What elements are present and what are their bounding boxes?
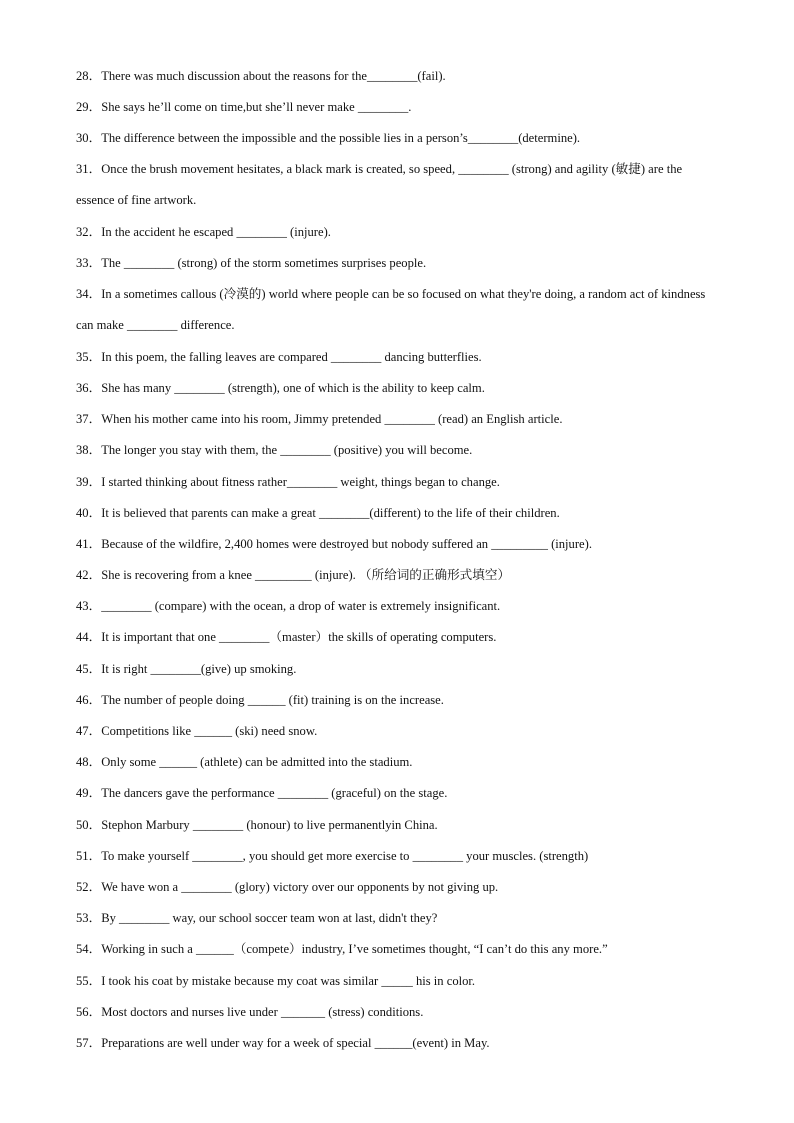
question-33 bbox=[76, 253, 716, 273]
question-number: 30． bbox=[76, 131, 102, 146]
question-32 bbox=[76, 222, 716, 242]
question-43 bbox=[76, 596, 716, 616]
question-number: 51． bbox=[76, 848, 102, 863]
question-51 bbox=[76, 846, 716, 866]
question-number: 31． bbox=[76, 161, 102, 176]
question-46 bbox=[76, 690, 716, 710]
question-number: 35． bbox=[76, 349, 102, 364]
question-text: To make yourself ________, you should get more exercise to ________ your muscles. (strength) bbox=[101, 848, 589, 863]
question-28 bbox=[76, 66, 716, 86]
question-text: Working in such a ______（compete）industry, I’ve sometimes thought, “I can’t do this any more.” bbox=[101, 942, 608, 957]
question-number: 42． bbox=[76, 568, 102, 583]
question-47 bbox=[76, 721, 716, 741]
question-number: 54． bbox=[76, 942, 102, 957]
question-54 bbox=[76, 939, 716, 959]
question-text: The number of people doing ______ (fit) training is on the increase. bbox=[101, 692, 444, 707]
question-44 bbox=[76, 627, 716, 647]
question-number: 32． bbox=[76, 224, 102, 239]
question-number: 48． bbox=[76, 755, 102, 770]
question-number: 55． bbox=[76, 973, 102, 988]
question-number: 52． bbox=[76, 879, 102, 894]
question-text: ________ (compare) with the ocean, a drop of water is extremely insignificant. bbox=[101, 599, 501, 614]
question-text: The difference between the impossible and the possible lies in a person’s________(determine). bbox=[101, 131, 581, 146]
question-text: It is right ________(give) up smoking. bbox=[101, 661, 297, 676]
question-text: I started thinking about fitness rather________ weight, things began to change. bbox=[101, 474, 500, 489]
question-38 bbox=[76, 440, 716, 460]
question-29 bbox=[76, 97, 716, 117]
question-text: In a sometimes callous (冷漠的) world where people can be so focused on what they're doing, a random act of kindness can make ________ difference. bbox=[76, 286, 706, 332]
question-45 bbox=[76, 659, 716, 679]
question-number: 49． bbox=[76, 786, 102, 801]
question-text: The dancers gave the performance ________ (graceful) on the stage. bbox=[101, 786, 448, 801]
question-text: Stephon Marbury ________ (honour) to live permanentlyin China. bbox=[101, 817, 438, 832]
question-42 bbox=[76, 565, 716, 585]
question-text: When his mother came into his room, Jimmy pretended ________ (read) an English article. bbox=[101, 412, 563, 427]
question-number: 57． bbox=[76, 1035, 102, 1050]
question-number: 36． bbox=[76, 380, 102, 395]
question-number: 40． bbox=[76, 505, 102, 520]
question-text: In this poem, the falling leaves are compared ________ dancing butterflies. bbox=[101, 349, 482, 364]
question-40 bbox=[76, 503, 716, 523]
question-text: Competitions like ______ (ski) need snow. bbox=[101, 724, 318, 738]
question-number: 37． bbox=[76, 412, 102, 427]
question-39 bbox=[76, 472, 716, 492]
question-text: It is believed that parents can make a great ________(different) to the life of their children. bbox=[101, 505, 560, 520]
question-text: Only some ______ (athlete) can be admitted into the stadium. bbox=[101, 755, 413, 770]
question-text: I took his coat by mistake because my coat was similar _____ his in color. bbox=[101, 973, 476, 988]
question-number: 47． bbox=[76, 724, 102, 738]
question-number: 33． bbox=[76, 256, 102, 271]
question-57 bbox=[76, 1033, 716, 1053]
question-text: She is recovering from a knee _________ (injure). （所给词的正确形式填空） bbox=[101, 568, 511, 583]
question-37 bbox=[76, 409, 716, 429]
question-30 bbox=[76, 128, 716, 148]
question-31 bbox=[76, 154, 716, 216]
question-number: 45． bbox=[76, 661, 102, 676]
question-text: Preparations are well under way for a week of special ______(event) in May. bbox=[101, 1035, 490, 1050]
question-50 bbox=[76, 815, 716, 835]
question-text: The ________ (strong) of the storm sometimes surprises people. bbox=[101, 256, 427, 271]
question-text: Most doctors and nurses live under _______ (stress) conditions. bbox=[101, 1004, 424, 1019]
question-52 bbox=[76, 877, 716, 897]
question-53 bbox=[76, 908, 716, 928]
question-text: Because of the wildfire, 2,400 homes were destroyed but nobody suffered an _________ (injure). bbox=[101, 536, 592, 551]
question-text: Once the brush movement hesitates, a black mark is created, so speed, ________ (strong) and agility (敏捷) are the essence of fine artwork. bbox=[76, 161, 683, 208]
question-34 bbox=[76, 279, 716, 341]
question-text: The longer you stay with them, the ________ (positive) you will become. bbox=[101, 443, 473, 458]
question-number: 44． bbox=[76, 630, 102, 645]
question-number: 38． bbox=[76, 443, 102, 458]
question-number: 41． bbox=[76, 536, 102, 551]
question-48 bbox=[76, 752, 716, 772]
question-number: 28． bbox=[76, 69, 102, 83]
question-number: 46． bbox=[76, 692, 102, 707]
question-number: 34． bbox=[76, 286, 102, 301]
question-number: 43． bbox=[76, 599, 102, 614]
question-text: It is important that one ________（master）the skills of operating computers. bbox=[101, 630, 497, 645]
question-49 bbox=[76, 783, 716, 803]
question-text: There was much discussion about the reasons for the________(fail). bbox=[101, 69, 446, 83]
question-41 bbox=[76, 534, 716, 554]
question-number: 50． bbox=[76, 817, 102, 832]
question-text: She has many ________ (strength), one of which is the ability to keep calm. bbox=[101, 380, 485, 395]
question-number: 39． bbox=[76, 474, 102, 489]
question-list bbox=[76, 66, 716, 1064]
question-number: 53． bbox=[76, 911, 102, 926]
question-text: We have won a ________ (glory) victory over our opponents by not giving up. bbox=[101, 879, 499, 894]
question-text: By ________ way, our school soccer team won at last, didn't they? bbox=[101, 911, 438, 926]
question-55 bbox=[76, 971, 716, 991]
question-35 bbox=[76, 347, 716, 367]
question-text: She says he’ll come on time,but she’ll never make ________. bbox=[101, 100, 412, 115]
question-number: 56． bbox=[76, 1004, 102, 1019]
question-36 bbox=[76, 378, 716, 398]
question-number: 29． bbox=[76, 100, 102, 115]
question-text: In the accident he escaped ________ (injure). bbox=[101, 224, 331, 239]
question-56 bbox=[76, 1002, 716, 1022]
